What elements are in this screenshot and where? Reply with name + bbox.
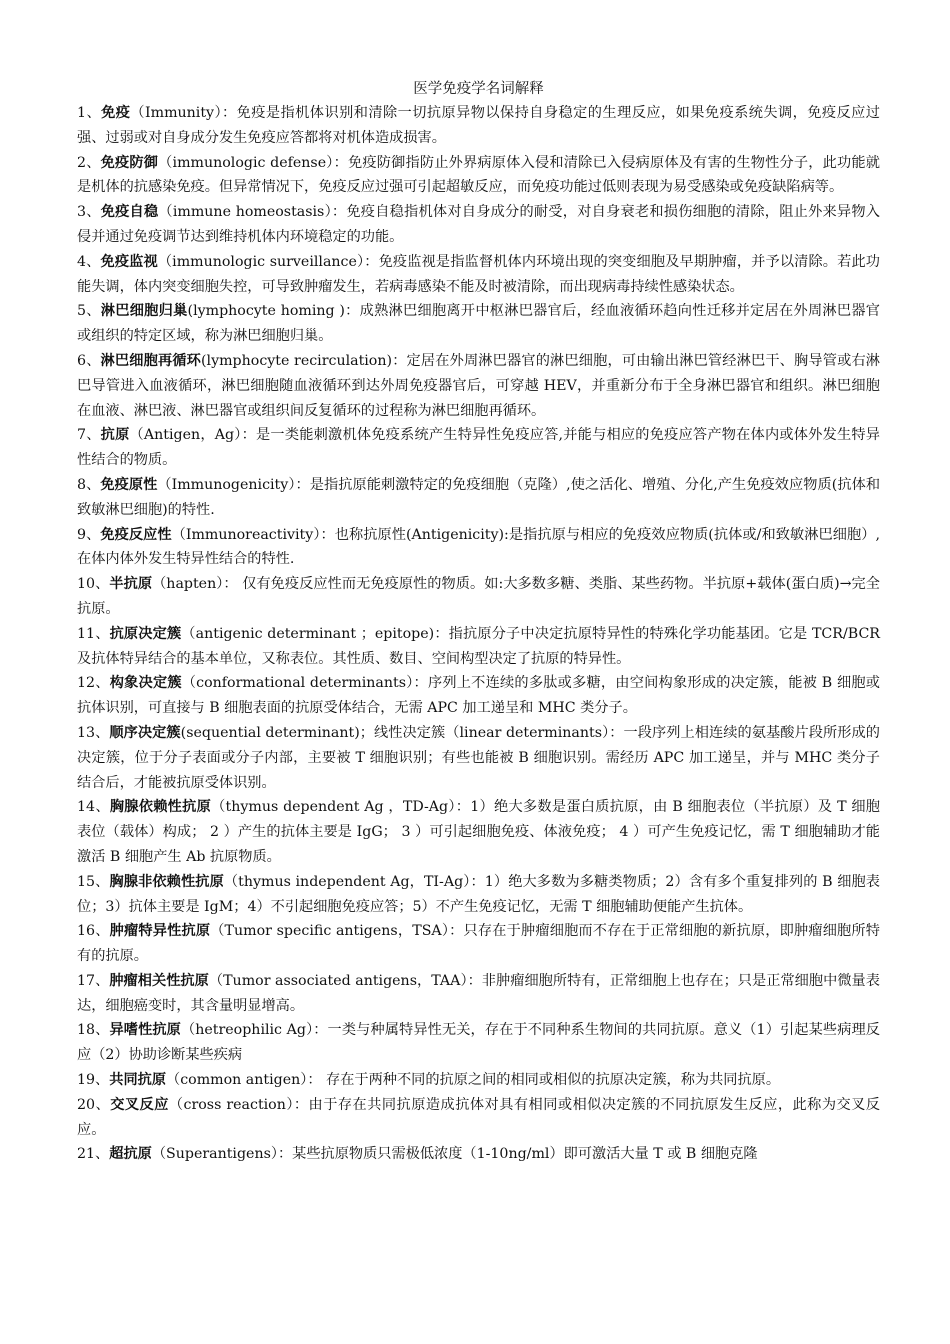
entry-term: 免疫原性 — [100, 476, 158, 493]
entry-term: 交叉反应 — [110, 1096, 169, 1113]
glossary-entry — [77, 523, 880, 573]
entry-definition: （hapten）： 仅有免疫反应性而无免疫原性的物质。如:大多数多糖、类脂、某些药物。半抗原+载体(蛋白质)→完全抗原。 — [77, 576, 880, 617]
glossary-entry — [77, 101, 880, 151]
entry-number: 9、 — [77, 526, 101, 543]
entry-number: 1、 — [77, 105, 102, 121]
document-title: 医学免疫学名词解释 — [413, 81, 544, 97]
entry-definition: （cross reaction）：由于存在共同抗原造成抗体对具有相同或相似决定簇的不同抗原发生反应，此称为交叉反应。 — [77, 1096, 880, 1138]
entry-number: 17、 — [77, 972, 110, 989]
glossary-entry — [77, 1093, 880, 1143]
glossary-entry — [77, 200, 880, 250]
entry-definition: （Tumor specific antigens，TSA）：只存在于肿瘤细胞而不存在于正常细胞的新抗原，即肿瘤细胞所特有的抗原。 — [77, 923, 880, 965]
glossary-entry — [77, 721, 880, 795]
entry-number: 7、 — [77, 427, 101, 444]
entry-number: 16、 — [77, 923, 110, 940]
entry-list — [77, 101, 880, 1167]
entry-term: 顺序决定簇 — [109, 724, 181, 741]
entry-definition: （Immunogenicity）：是指抗原能刺激特定的免疫细胞（克隆）,使之活化、增殖、分化,产生免疫效应物质(抗体和致敏淋巴细胞)的特性. — [77, 476, 881, 518]
entry-number: 4、 — [77, 253, 101, 270]
entry-term: 肿瘤特异性抗原 — [109, 923, 211, 940]
entry-definition: （Immunity）：免疫是指机体识别和清除一切抗原异物以保持自身稳定的生理反应，如果免疫系统失调，免疫反应过强、过弱或对自身成分发生免疫应答都将对机体造成损害。 — [77, 105, 880, 146]
glossary-entry — [77, 349, 880, 423]
entry-definition: （antigenic determinant ；epitope)：指抗原分子中决定抗原特异性的特殊化学功能基团。它是 TCR/BCR 及抗体特异结合的基本单位，又称表位。其性质、数目、空间构型决定了抗原的特异性。 — [77, 625, 880, 667]
glossary-entry — [77, 1018, 880, 1068]
entry-term: 抗原决定簇 — [109, 625, 182, 642]
entry-number: 5、 — [77, 303, 101, 320]
entry-definition: （Immunoreactivity）：也称抗原性(Antigenicity):是指抗原与相应的免疫效应物质(抗体或/和致敏淋巴细胞）,在体内体外发生特异性结合的特性. — [77, 526, 880, 568]
entry-definition: （Antigen，Ag）：是一类能刺激机体免疫系统产生特异性免疫应答,并能与相应的免疫应答产物在体内或体外发生特异性结合的物质。 — [77, 427, 880, 469]
glossary-entry — [77, 250, 880, 300]
entry-term: 半抗原 — [109, 576, 153, 593]
entry-term: 免疫自稳 — [100, 204, 159, 221]
glossary-entry — [77, 1142, 880, 1167]
glossary-entry — [77, 1068, 880, 1093]
entry-term: 超抗原 — [109, 1146, 152, 1163]
entry-definition: （thymus independent Ag，TI-Ag）：1）绝大多数为多糖类物质；2）含有多个重复排列的 B 细胞表位；3）抗体主要是 IgM；4）不引起细胞免疫应答；5）不产生免疫记忆，无需 T 细胞辅助便能产生抗体。 — [77, 873, 880, 915]
glossary-entry — [77, 572, 880, 622]
glossary-entry — [77, 671, 880, 721]
entry-term: 构象决定簇 — [109, 675, 182, 692]
entry-term: 淋巴细胞再循环 — [100, 352, 202, 369]
entry-term: 免疫监视 — [100, 253, 158, 270]
entry-definition: （immunologic surveillance）：免疫监视是指监督机体内环境出现的突变细胞及早期肿瘤，并予以清除。若此功能失调，体内突变细胞失控，可导致肿瘤发生，若病毒感染不能及时被清除，而出现病毒持续性感染状态。 — [77, 253, 880, 295]
entry-term: 异嗜性抗原 — [109, 1022, 181, 1039]
glossary-entry — [77, 622, 880, 672]
entry-term: 抗原 — [100, 427, 130, 444]
entry-definition: (lymphocyte homing )：成熟淋巴细胞离开中枢淋巴器官后，经血液循环趋向性迁移并定居在外周淋巴器官或组织的特定区域，称为淋巴细胞归巢。 — [77, 303, 880, 345]
entry-number: 18、 — [77, 1022, 110, 1039]
entry-number: 3、 — [77, 204, 101, 221]
entry-number: 13、 — [77, 724, 110, 741]
entry-number: 19、 — [77, 1072, 110, 1089]
entry-definition: （thymus dependent Ag ，TD-Ag）：1）绝大多数是蛋白质抗原，由 B 细胞表位（半抗原）及 T 细胞表位（载体）构成； 2 ）产生的抗体主要是 IgG； 3 ）可引起细胞免疫、体液免疫； 4 ）可产生免疫记忆，需 T 细胞辅助才能激活 B 细胞产生 Ab 抗原物质。 — [77, 799, 880, 865]
entry-number: 6、 — [77, 352, 101, 369]
document-page — [77, 78, 880, 1167]
entry-number: 14、 — [77, 799, 110, 816]
entry-term: 胸腺依赖性抗原 — [109, 799, 212, 816]
entry-term: 胸腺非依赖性抗原 — [109, 873, 224, 890]
entry-definition: （Superantigens）：某些抗原物质只需极低浓度（1-10ng/ml）即可激活大量 T 或 B 细胞克隆 — [151, 1146, 758, 1163]
entry-definition: (sequential determinant)；线性决定簇（linear determinants）：一段序列上相连续的氨基酸片段所形成的决定簇，位于分子表面或分子内部，主要被 T 细胞识别；有些也能被 B 细胞识别。需经历 APC 加工递呈，并与 MHC 类分子结合后，才能被抗原受体识别。 — [77, 724, 880, 791]
entry-term: 共同抗原 — [109, 1072, 167, 1089]
glossary-entry — [77, 870, 880, 920]
glossary-entry — [77, 969, 880, 1019]
entry-term: 淋巴细胞归巢 — [100, 303, 188, 320]
entry-definition: （common antigen）： 存在于两种不同的抗原之间的相同或相似的抗原决定簇，称为共同抗原。 — [166, 1072, 781, 1089]
entry-term: 肿瘤相关性抗原 — [109, 972, 209, 989]
entry-number: 15、 — [77, 873, 110, 890]
glossary-entry — [77, 423, 880, 473]
glossary-entry — [77, 919, 880, 969]
entry-definition: （hetreophilic Ag）：一类与种属特异性无关，存在于不同种系生物间的共同抗原。意义（1）引起某些病理反应（2）协助诊断某些疾病 — [77, 1022, 880, 1064]
entry-number: 20、 — [77, 1096, 111, 1113]
glossary-entry — [77, 151, 880, 201]
glossary-entry — [77, 299, 880, 349]
entry-number: 8、 — [77, 476, 101, 493]
glossary-entry — [77, 473, 880, 523]
entry-number: 21、 — [77, 1146, 110, 1163]
entry-number: 11、 — [77, 625, 110, 642]
entry-definition: （Tumor associated antigens，TAA）：非肿瘤细胞所特有，正常细胞上也存在；只是正常细胞中微量表达，细胞癌变时，其含量明显增高。 — [77, 972, 880, 1014]
entry-definition: （immune homeostasis）：免疫自稳指机体对自身成分的耐受，对自身衰老和损伤细胞的清除，阻止外来异物入侵并通过免疫调节达到维持机体内环境稳定的功能。 — [77, 204, 880, 245]
entry-term: 免疫防御 — [100, 154, 159, 171]
entry-term: 免疫 — [101, 105, 131, 121]
glossary-entry — [77, 795, 880, 869]
entry-definition: （immunologic defense）：免疫防御指防止外界病原体入侵和清除已入侵病原体及有害的生物性分子，此功能就是机体的抗感染免疫。但异常情况下，免疫反应过强可引起超敏反应，而免疫功能过低则表现为易受感染或免疫缺陷病等。 — [77, 154, 880, 196]
entry-term: 免疫反应性 — [100, 526, 172, 543]
entry-number: 12、 — [77, 675, 110, 692]
entry-number: 10、 — [77, 576, 110, 593]
entry-definition: (lymphocyte recirculation)：定居在外周淋巴器官的淋巴细胞，可由输出淋巴管经淋巴干、胸导管或右淋巴导管进入血液循环，淋巴细胞随血液循环到达外周免疫器官后，可穿越 HEV，并重新分布于全身淋巴器官和组织。淋巴细胞在血液、淋巴液、淋巴器官或组织间反复循环的过程称为淋巴细胞再循环。 — [77, 352, 880, 419]
entry-definition: （conformational determinants）：序列上不连续的多肽或多糖，由空间构象形成的决定簇，能被 B 细胞或抗体识别，可直接与 B 细胞表面的抗原受体结合，无需 APC 加工递呈和 MHC 类分子。 — [77, 675, 880, 717]
entry-number: 2、 — [77, 154, 101, 171]
